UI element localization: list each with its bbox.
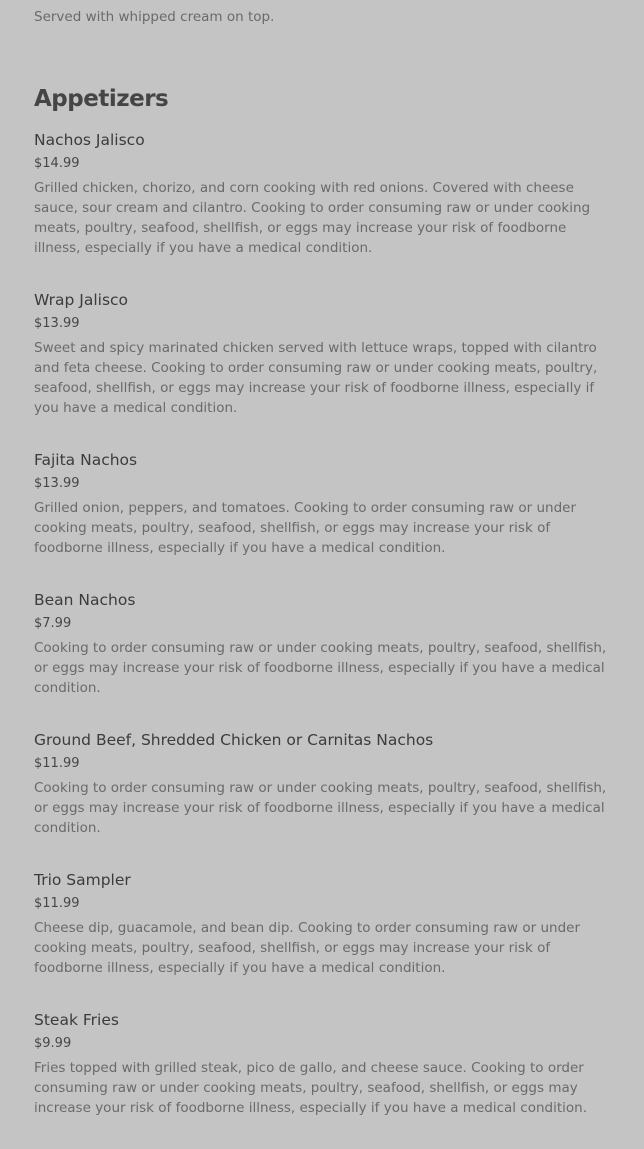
menu-item-price: $11.99 <box>34 896 80 911</box>
menu-item-name: Nachos Jalisco <box>34 131 145 149</box>
menu-item[interactable] <box>34 449 610 558</box>
menu-item-list <box>34 129 610 1149</box>
menu-item-price: $13.99 <box>34 316 80 331</box>
menu-item[interactable] <box>34 129 610 258</box>
menu-item-description: Grilled chicken, chorizo, and corn cooking with red onions. Covered with cheese sauce, sour cream and cilantro. Cooking to order consuming raw or under cooking meats, poultry, seafood, shellfish, or eggs may increase your risk of foodborne illness, especially if you have a medical condition. <box>34 180 591 256</box>
menu-item[interactable] <box>34 289 610 418</box>
menu-item-price: $11.99 <box>34 756 80 771</box>
section-title: Appetizers <box>34 86 169 112</box>
previous-item-description: Served with whipped cream on top. <box>34 9 275 25</box>
menu-item[interactable] <box>34 1009 610 1118</box>
menu-item-name: Steak Fries <box>34 1011 119 1029</box>
menu-item-description: Sweet and spicy marinated chicken served with lettuce wraps, topped with cilantro and feta cheese. Cooking to order consuming raw or under cooking meats, poultry, seafood, shellfish, or eggs may increase your risk of foodborne illness, especially if you have a medical condition. <box>34 340 598 416</box>
menu-item-price: $9.99 <box>34 1036 72 1051</box>
menu-item-description: Cooking to order consuming raw or under cooking meats, poultry, seafood, shellfish, or eggs may increase your risk of foodborne illness, especially if you have a medical condition. <box>34 780 607 836</box>
menu-item-price: $14.99 <box>34 156 80 171</box>
menu-item-description: Grilled onion, peppers, and tomatoes. Cooking to order consuming raw or under cooking meats, poultry, seafood, shellfish, or eggs may increase your risk of foodborne illness, especially if you have a medical condition. <box>34 500 577 556</box>
menu-item[interactable] <box>34 729 610 838</box>
menu-item-price: $7.99 <box>34 616 72 631</box>
menu-item[interactable] <box>34 589 610 698</box>
menu-item-name: Trio Sampler <box>34 871 131 889</box>
menu-item-description: Fries topped with grilled steak, pico de gallo, and cheese sauce. Cooking to order consuming raw or under cooking meats, poultry, seafood, shellfish, or eggs may increase your risk of foodborne illness, especially if you have a medical condition. <box>34 1060 588 1116</box>
menu-item-name: Bean Nachos <box>34 591 136 609</box>
menu-item-name: Wrap Jalisco <box>34 291 129 309</box>
menu-item-description: Cooking to order consuming raw or under cooking meats, poultry, seafood, shellfish, or eggs may increase your risk of foodborne illness, especially if you have a medical condition. <box>34 640 607 696</box>
menu-item-description: Cheese dip, guacamole, and bean dip. Cooking to order consuming raw or under cooking meats, poultry, seafood, shellfish, or eggs may increase your risk of foodborne illness, especially if you have a medical condition. <box>34 920 580 976</box>
menu-item-name: Fajita Nachos <box>34 451 138 469</box>
menu-item-name: Ground Beef, Shredded Chicken or Carnitas Nachos <box>34 731 434 749</box>
menu-item-price: $13.99 <box>34 476 80 491</box>
menu-item[interactable] <box>34 869 610 978</box>
